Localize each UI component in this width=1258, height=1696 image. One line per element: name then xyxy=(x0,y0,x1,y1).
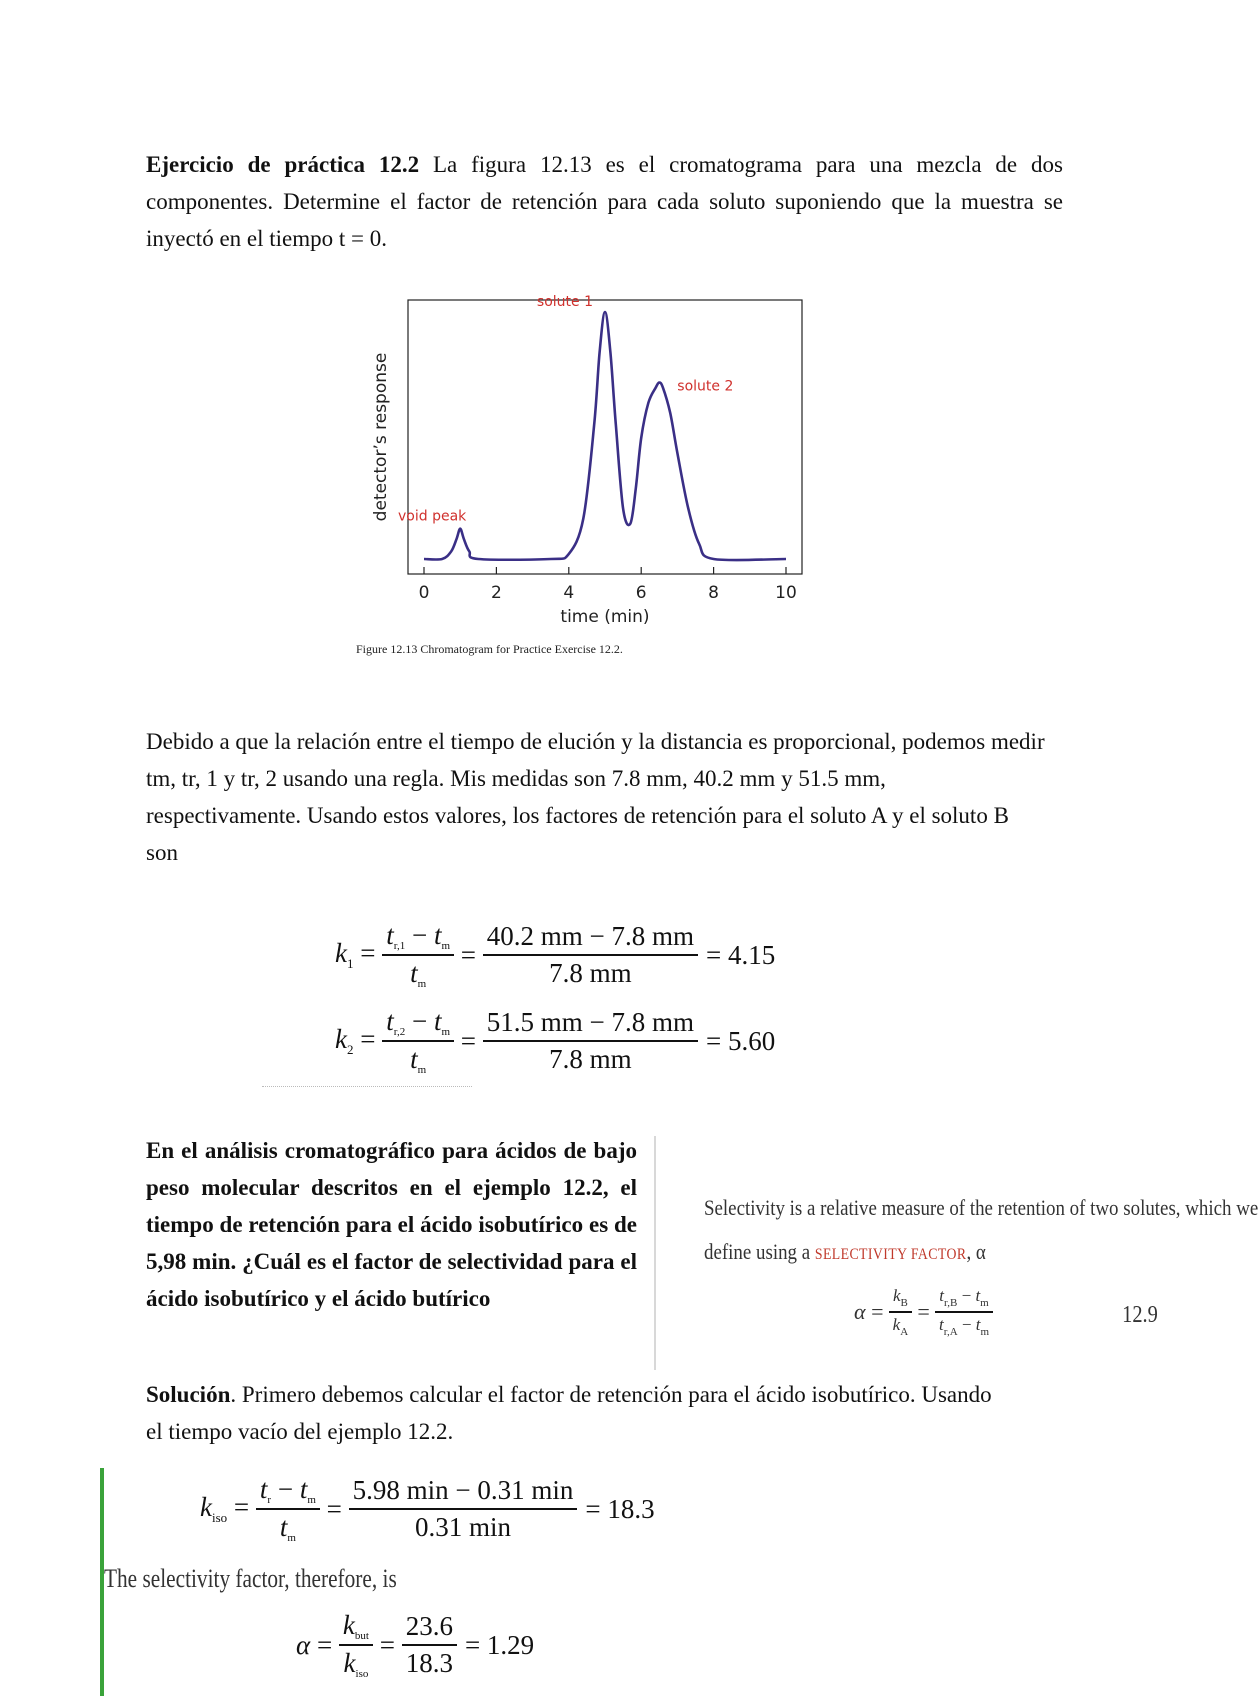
k2-subscript: 2 xyxy=(346,1042,354,1057)
alpha-symbolic-fraction xyxy=(339,1610,373,1680)
k1-subscript: 1 xyxy=(346,956,354,971)
equation-k2: $k_2$ = $\frac{tr,2 - tm}{tm}$ = $\frac{51.5 mm - 7.8 mm}{7.8 mm}$ = 5.60 xyxy=(335,1006,776,1076)
tm-subscript: m xyxy=(441,940,451,952)
chromatogram-figure xyxy=(356,296,810,660)
x-tick-label-10: 10 xyxy=(775,583,797,603)
k1-symbolic-fraction xyxy=(382,920,454,990)
tra-subscript: r,A xyxy=(943,1326,958,1338)
tr-subscript: r xyxy=(267,1494,272,1506)
k2-denominator: 7.8 mm xyxy=(549,1044,632,1074)
exercise-heading: Ejercicio de práctica 12.2 xyxy=(146,152,420,177)
kiso-subscript: iso xyxy=(355,1668,369,1680)
tra-symbol: t xyxy=(938,1315,944,1334)
chromatogram-chart xyxy=(356,296,810,636)
equation-k1: $k_1$ = $\frac{tr,1 - tm}{tm}$ = $\frac{40.2 mm - 7.8 mm}{7.8 mm}$ = 4.15 xyxy=(335,920,776,990)
alpha-symbol: α xyxy=(854,1299,866,1324)
tm-subscript: m xyxy=(417,1064,427,1076)
tm-symbol: t xyxy=(410,958,418,988)
trb-subscript: r,B xyxy=(944,1297,958,1309)
k2-symbol: k xyxy=(335,1024,347,1054)
selectivity-excerpt xyxy=(656,1150,1258,1370)
x-tick-label-0: 0 xyxy=(418,583,430,603)
k2-symbolic-fraction xyxy=(382,1006,454,1076)
tm-subscript: m xyxy=(980,1297,989,1309)
minus-sign: − xyxy=(411,920,428,950)
selectivity-term: SELECTIVITY FACTOR xyxy=(814,1246,967,1263)
k2-numerator: 51.5 mm − 7.8 mm xyxy=(483,1007,698,1042)
y-axis-label: detector’s response xyxy=(371,352,391,522)
x-tick-label-2: 2 xyxy=(490,583,502,603)
x-tick-label-4: 4 xyxy=(563,583,575,603)
ka-subscript: A xyxy=(900,1326,909,1338)
exercise-text: La figura 12.13 es el cromatograma para una mezcla de dos componentes. Determine el factor de retención para cada soluto suponiendo que la muestra se inyectó en el tiempo t = 0. xyxy=(146,152,1063,251)
tm-subscript: m xyxy=(287,1532,296,1544)
alpha-denominator: 18.3 xyxy=(405,1648,453,1678)
equation-number: 12.9 xyxy=(1122,1302,1158,1328)
tr2-subscript: r,2 xyxy=(393,1026,406,1038)
tm-symbol: t xyxy=(299,1474,308,1504)
selectivity-definition xyxy=(704,1186,1258,1277)
tm-symbol: t xyxy=(279,1512,288,1542)
kiso-denominator: 0.31 min xyxy=(414,1512,511,1542)
tm-subscript: m xyxy=(417,978,427,990)
question-paragraph: En el análisis cromatográfico para ácidos de bajo peso molecular descritos en el ejemplo 12.2, el tiempo de retención para el ácido isobutírico es de 5,98 min. ¿Cuál es el factor de selectividad para el ácido isobutírico y el ácido butírico xyxy=(146,1138,637,1311)
alpha-result: = 1.29 xyxy=(464,1629,535,1660)
alpha-numeric-fraction xyxy=(402,1611,457,1679)
equation-alpha: α = $\frac{\text{kbut}}{\text{kiso}}$ = $\frac{23.6}{18.3}$ = 1.29 xyxy=(296,1610,535,1680)
tm-subscript: m xyxy=(307,1494,316,1506)
k1-denominator: 7.8 mm xyxy=(549,958,632,988)
kbut-symbol: k xyxy=(342,1610,355,1640)
tm-symbol: t xyxy=(410,1044,418,1074)
kb-subscript: B xyxy=(900,1297,908,1309)
tm-symbol: t xyxy=(433,920,442,950)
k2-numeric-fraction xyxy=(483,1007,698,1075)
measurement-paragraph: Debido a que la relación entre el tiempo de elución y la distancia es proporcional, podemos medir tm, tr, 1 y tr, 2 usando una regla. Mis medidas son 7.8 mm, 40.2 mm y 51.5 mm, respectivamente. Usando estos valores, los factores de retención para el soluto A y el soluto B son xyxy=(146,729,1045,865)
kiso-symbolic-fraction: $\frac{tr - tm}{tm}$ xyxy=(256,1474,320,1544)
solution-text: . Primero debemos calcular el factor de retención para el ácido isobutírico. Usando el tiempo vacío del ejemplo 12.2. xyxy=(146,1382,992,1444)
kiso-subscript: iso xyxy=(211,1510,228,1525)
figure-caption: Figure 12.13 Chromatogram for Practice Exercise 12.2. xyxy=(356,642,623,656)
x-tick-label-8: 8 xyxy=(708,583,720,603)
tr1-symbol: t xyxy=(386,920,394,950)
solution-paragraph xyxy=(146,1376,1006,1450)
selectivity-k-fraction xyxy=(889,1286,912,1338)
exercise-paragraph xyxy=(146,146,1063,257)
x-tick-label-6: 6 xyxy=(635,583,647,603)
chromatogram-curve xyxy=(424,312,786,560)
kiso-symbol: k xyxy=(343,1648,356,1678)
k1-symbol: k xyxy=(335,938,347,968)
tm-subscript: m xyxy=(441,1026,451,1038)
alpha-lhs: α xyxy=(296,1629,311,1660)
k1-result: = 4.15 xyxy=(706,939,776,970)
selectivity-equation: α = $\frac{k_B}{k_A}$ = $\frac{t_{r,B} - t_m}{t_{r,A} - t_m}$ xyxy=(854,1286,993,1338)
trb-symbol: t xyxy=(939,1286,945,1305)
selectivity-t-fraction: $\frac{t_{r,B} - t_m}{t_{r,A} - t_m}$ xyxy=(935,1286,992,1338)
selectivity-line2-suffix: , α xyxy=(966,1239,986,1264)
k2-result: = 5.60 xyxy=(706,1025,776,1056)
x-axis-label: time (min) xyxy=(560,607,650,627)
kiso-numeric-fraction xyxy=(349,1475,578,1543)
tr1-subscript: r,1 xyxy=(393,940,406,952)
tm-symbol: t xyxy=(975,1315,981,1334)
ka-symbol: k xyxy=(892,1315,901,1334)
selectivity-line2-prefix: define using a xyxy=(704,1239,815,1264)
minus-sign: − xyxy=(411,1006,428,1036)
kbut-subscript: but xyxy=(354,1630,369,1642)
tr-symbol: t xyxy=(259,1474,268,1504)
kb-symbol: k xyxy=(892,1286,901,1305)
kiso-result: = 18.3 xyxy=(585,1493,655,1524)
k1-numerator: 40.2 mm − 7.8 mm xyxy=(483,921,698,956)
equation-kiso: $k_{iso}$ = $\frac{tr - tm}{tm}$ = $\frac{5.98 \min - 0.31 \min}{0.31 \min}$ = 18.3 xyxy=(200,1474,655,1544)
kiso-symbol: k xyxy=(200,1492,212,1522)
peak-label-3: void peak xyxy=(398,508,467,525)
faint-divider xyxy=(262,1086,472,1087)
tm-subscript: m xyxy=(980,1326,990,1338)
peak-label-2: solute 2 xyxy=(677,378,734,395)
tm-symbol: t xyxy=(975,1286,981,1305)
kiso-numerator: 5.98 min − 0.31 min xyxy=(349,1475,578,1510)
k1-numeric-fraction xyxy=(483,921,698,989)
plot-frame xyxy=(408,300,802,574)
tr2-symbol: t xyxy=(386,1006,394,1036)
alpha-numerator: 23.6 xyxy=(402,1611,457,1646)
therefore-text: The selectivity factor, therefore, is xyxy=(104,1564,397,1593)
selectivity-line1: Selectivity is a relative measure of the retention of two solutes, which we xyxy=(704,1195,1258,1220)
solution-heading: Solución xyxy=(146,1382,231,1407)
tm-symbol: t xyxy=(433,1006,442,1036)
peak-label-1: solute 1 xyxy=(536,294,593,310)
